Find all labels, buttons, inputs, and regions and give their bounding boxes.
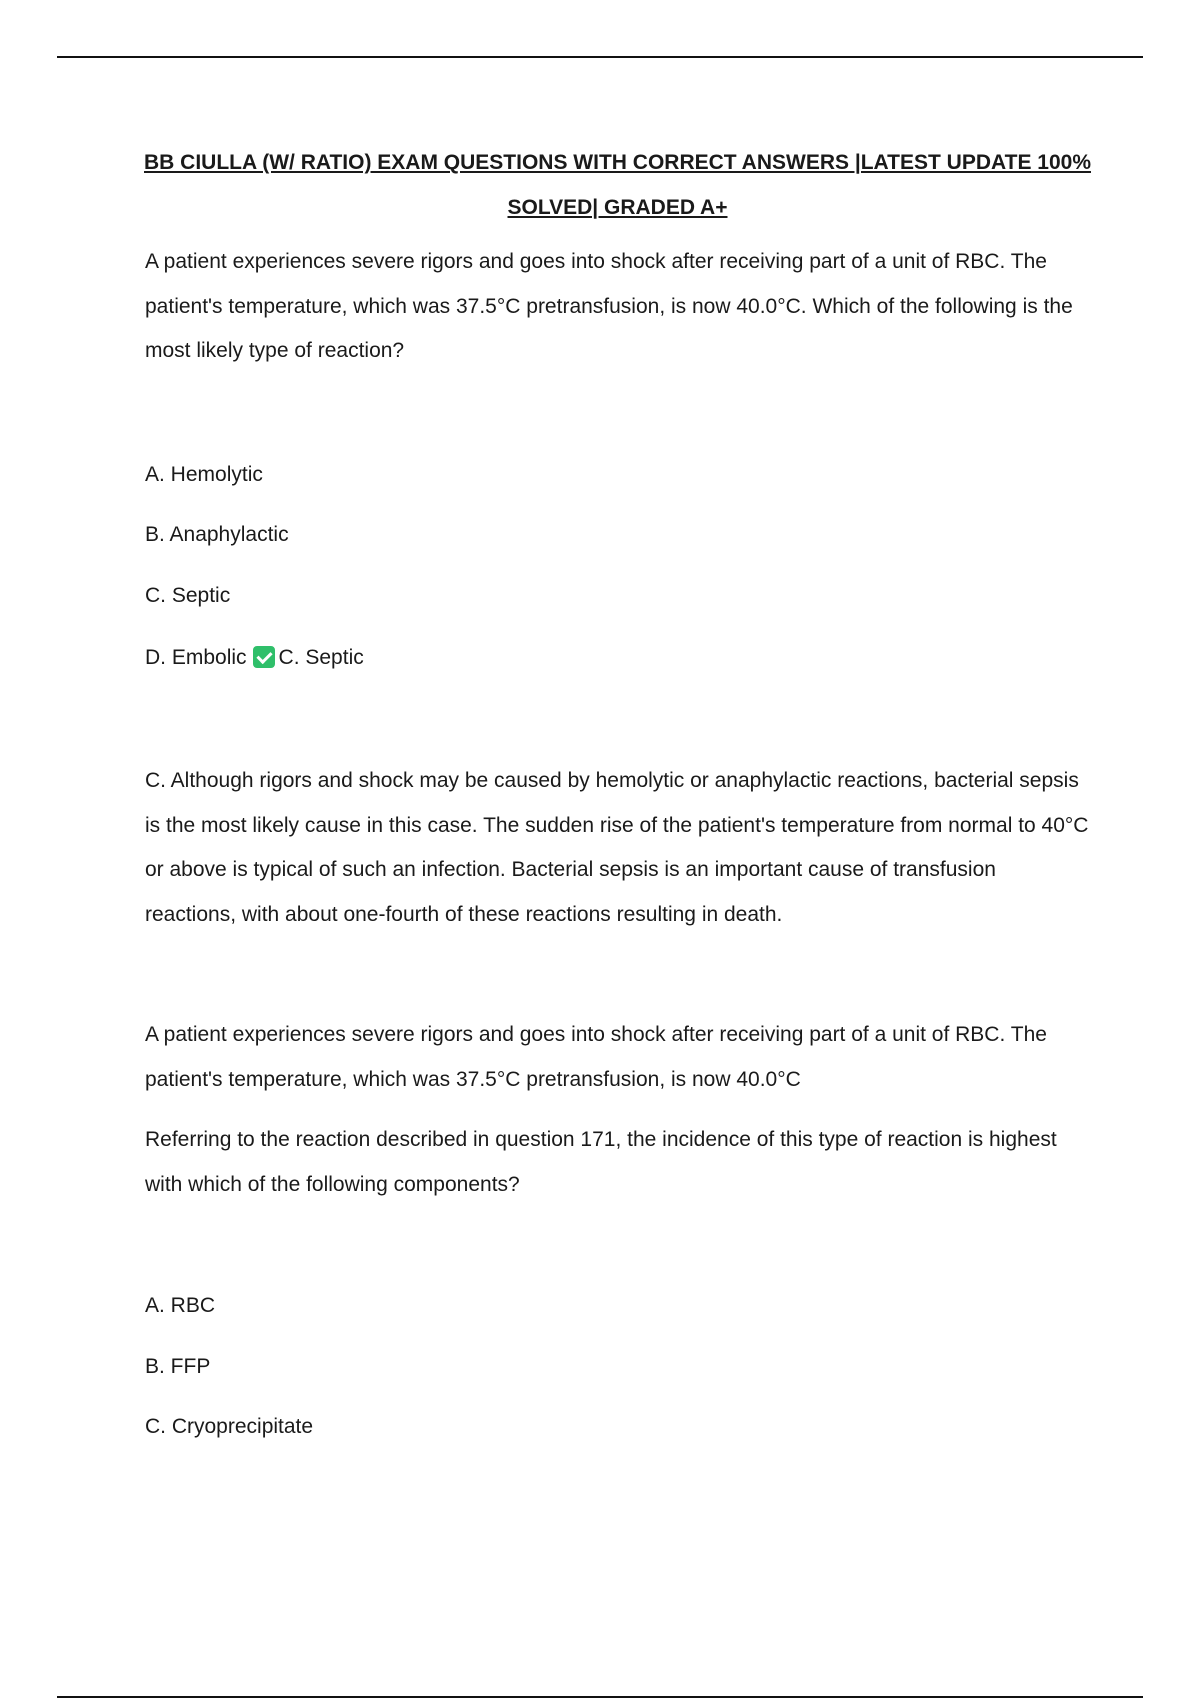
- question-1-option-d-line: [145, 636, 1090, 681]
- header-rule: [57, 56, 1143, 58]
- document-title: BB CIULLA (W/ RATIO) EXAM QUESTIONS WITH CORRECT ANSWERS |LATEST UPDATE 100% SOLVED| GRADED A+: [144, 151, 1091, 219]
- question-2-text: Referring to the reaction described in question 171, the incidence of this type of reaction is highest with which of the following components?: [145, 1128, 1057, 1196]
- question-1-option-c: C. Septic: [145, 584, 231, 607]
- question-1-answer: C. Septic: [278, 646, 364, 669]
- question-1-option-b: B. Anaphylactic: [145, 523, 289, 546]
- question-2-option-c: C. Cryoprecipitate: [145, 1415, 314, 1438]
- footer-rule: [57, 1696, 1143, 1698]
- question-2-option-a: A. RBC: [145, 1294, 216, 1317]
- question-1-text: A patient experiences severe rigors and goes into shock after receiving part of a unit of RBC. The patient's temperature, which was 37.5°C pretransfusion, is now 40.0°C. Which of the following is the most likely type of reaction?: [145, 250, 1073, 362]
- check-icon: [253, 646, 275, 668]
- question-1-option-d: D. Embolic: [145, 646, 247, 669]
- question-1-explanation: C. Although rigors and shock may be caused by hemolytic or anaphylactic reactions, bacterial sepsis is the most likely cause in this case. The sudden rise of the patient's temperature from normal to 40°C or above is typical of such an infection. Bacterial sepsis is an important cause of transfusion reactions, with about one-fourth of these reactions resulting in death.: [145, 769, 1089, 926]
- question-2-option-b: B. FFP: [145, 1355, 211, 1378]
- question-1-option-a: A. Hemolytic: [145, 463, 263, 486]
- question-2-context: A patient experiences severe rigors and goes into shock after receiving part of a unit of RBC. The patient's temperature, which was 37.5°C pretransfusion, is now 40.0°C: [145, 1023, 1047, 1091]
